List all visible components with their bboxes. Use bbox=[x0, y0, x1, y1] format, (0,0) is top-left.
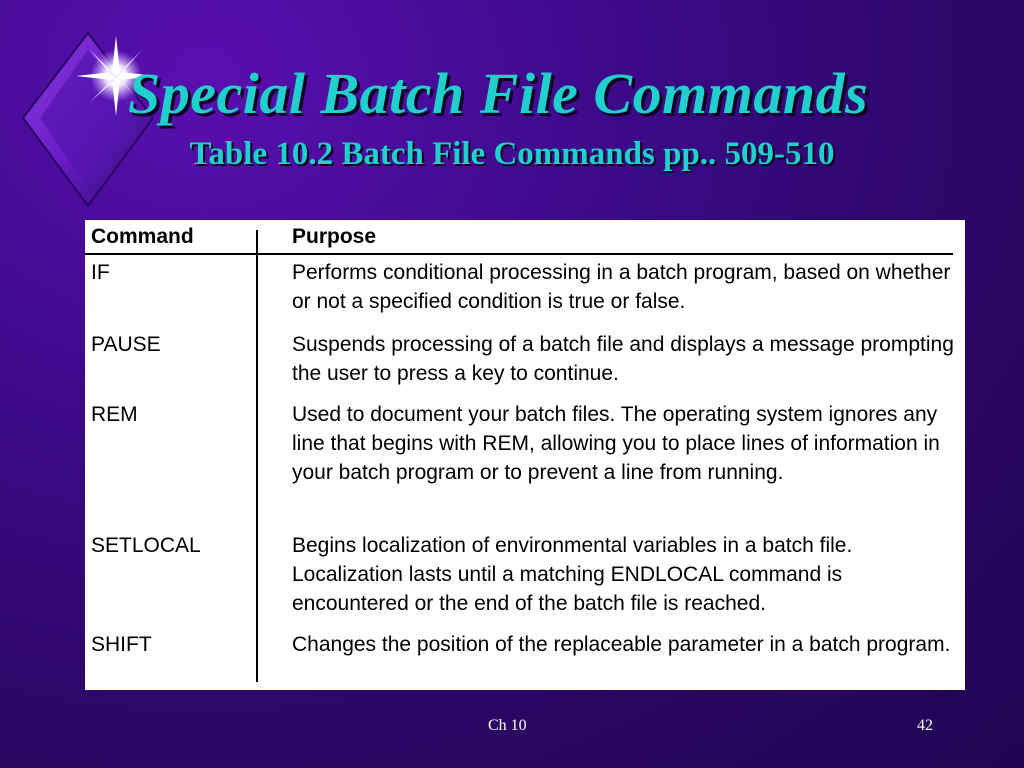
slide-subtitle: Table 10.2 Batch File Commands pp.. 509-510 bbox=[189, 136, 835, 172]
header-divider bbox=[85, 253, 953, 255]
column-divider bbox=[256, 230, 258, 682]
row-purpose: Begins localization of environmental variables in a batch file. Localization lasts until a matching ENDLOCAL command is encountered or the end of the batch file is reached. bbox=[292, 534, 853, 615]
row-command: IF bbox=[91, 261, 110, 284]
footer-chapter: Ch 10 bbox=[488, 717, 527, 734]
row-purpose: Performs conditional processing in a batch program, based on whether or not a specified condition is true or false. bbox=[292, 261, 951, 313]
row-command: SETLOCAL bbox=[91, 534, 201, 557]
header-command: Command bbox=[91, 225, 194, 248]
slide-title: Special Batch File Commands bbox=[128, 61, 869, 126]
footer-page-number: 42 bbox=[917, 717, 933, 734]
commands-table bbox=[85, 220, 965, 690]
row-purpose: Suspends processing of a batch file and displays a message prompting the user to press a key to continue. bbox=[292, 333, 954, 385]
row-purpose: Changes the position of the replaceable parameter in a batch program. bbox=[292, 633, 951, 656]
row-purpose: Used to document your batch files. The operating system ignores any line that begins with REM, allowing you to place lines of information in your batch program or to prevent a line from running. bbox=[292, 403, 940, 484]
row-command: SHIFT bbox=[91, 633, 152, 656]
row-command: PAUSE bbox=[91, 333, 161, 356]
header-purpose: Purpose bbox=[292, 225, 377, 248]
row-command: REM bbox=[91, 403, 138, 426]
